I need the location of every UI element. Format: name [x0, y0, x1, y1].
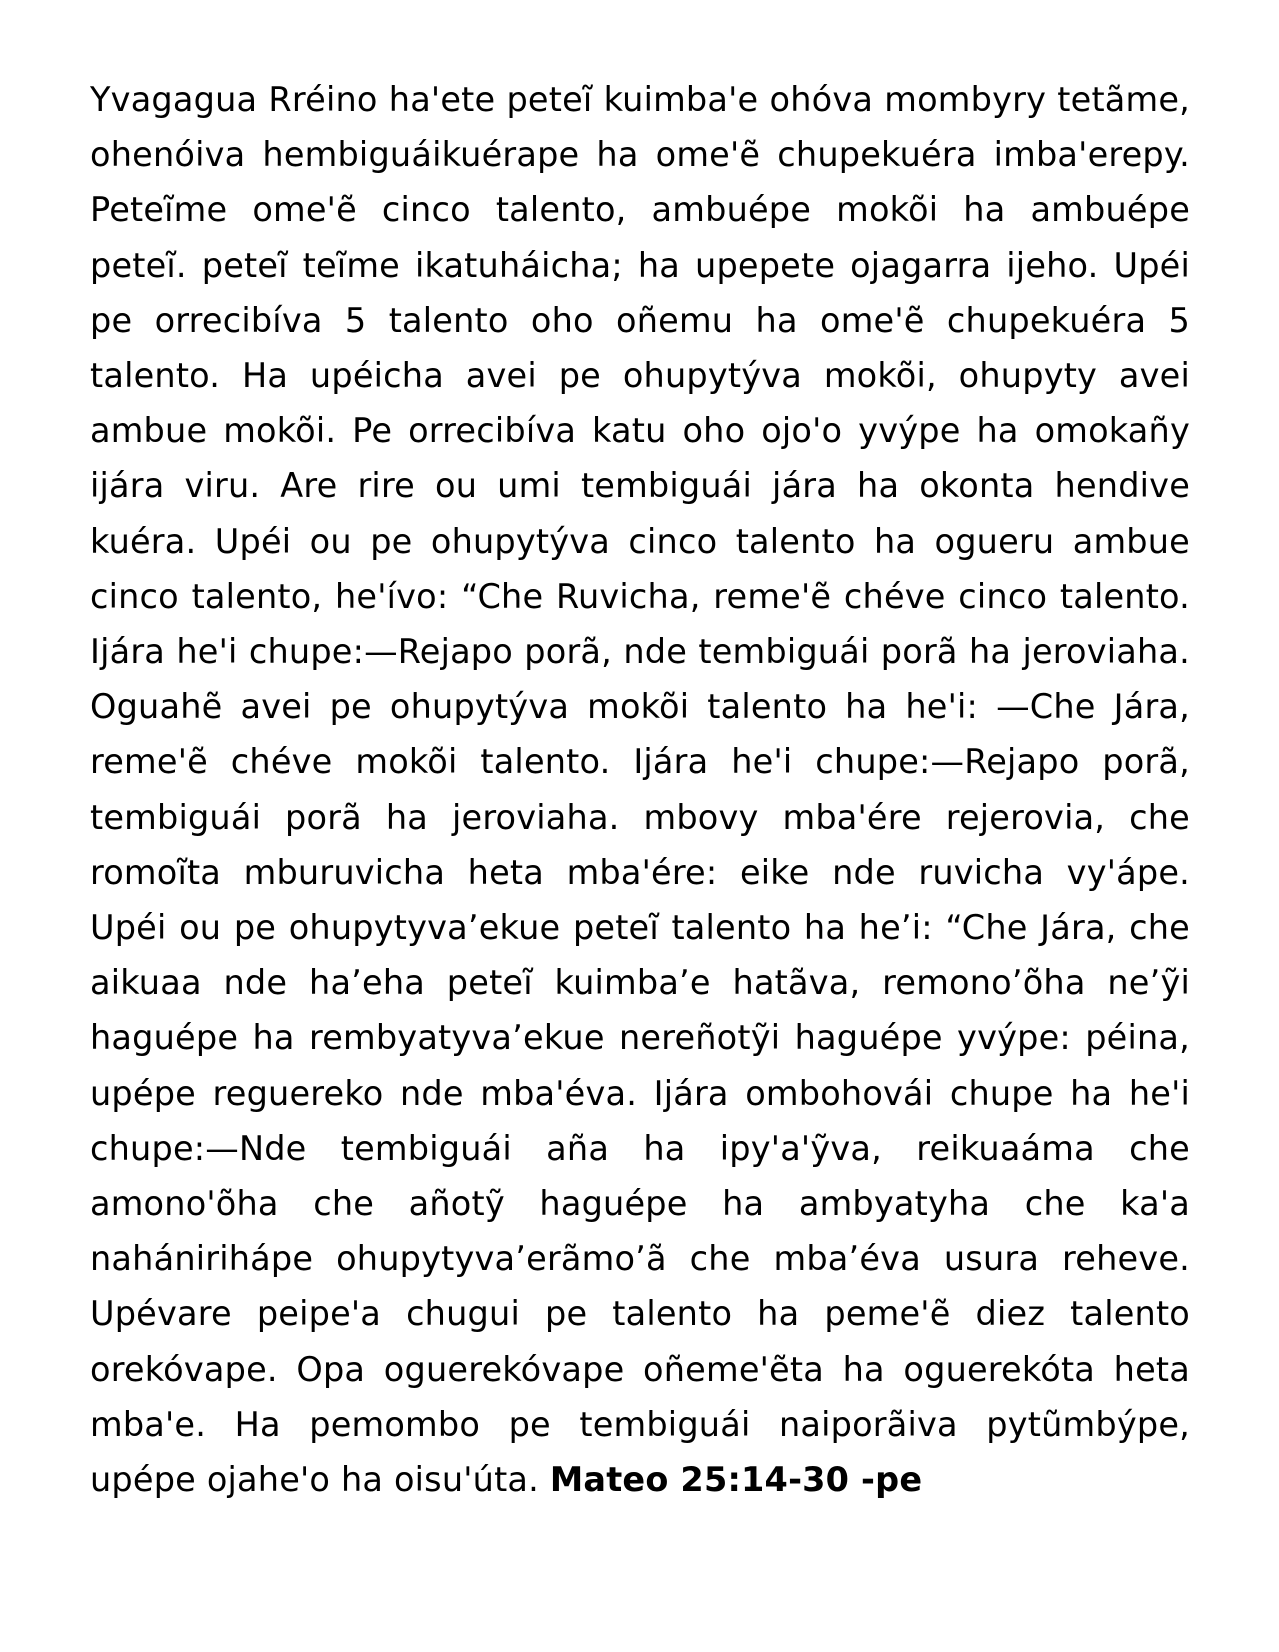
document-page [90, 72, 1190, 1507]
body-text: Yvagagua Rréino ha'ete peteĩ kuimba'e ohóva mombyry tetãme, ohenóiva hembiguáikuérape ha ome'ẽ chupekuéra imba'erepy. Peteĩme ome'ẽ cinco talento, ambuépe mokõi ha ambuépe peteĩ. peteĩ teĩme ikatuháicha; ha upepete ojagarra ijeho. Upéi pe orrecibíva 5 talento oho oñemu ha ome'ẽ chupekuéra 5 talento. Ha upéicha avei pe ohupytýva mokõi, ohupyty avei ambue mokõi. Pe orrecibíva katu oho ojo'o yvýpe ha omokañy ijára viru. Are rire ou umi tembiguái jára ha okonta hendive kuéra. Upéi ou pe ohupytýva cinco talento ha ogueru ambue cinco talento, he'ívo: “Che Ruvicha, reme'ẽ chéve cinco talento. Ijára he'i chupe:—Rejapo porã, nde tembiguái porã ha jeroviaha. Oguahẽ avei pe ohupytýva mokõi talento ha he'i: —Che Jára, reme'ẽ chéve mokõi talento. Ijára he'i chupe:—Rejapo porã, tembiguái porã ha jeroviaha. mbovy mba'ére rejerovia, che romoĩta mburuvicha heta mba'ére: eike nde ruvicha vy'ápe. Upéi ou pe ohupytyva’ekue peteĩ talento ha he’i: “Che Jára, che aikuaa nde ha’eha peteĩ kuimba’e hatãva, remono’õha ne’ỹi haguépe ha rembyatyva’ekue nereñotỹi haguépe yvýpe: péina, upépe reguereko nde mba'éva. Ijára ombohovái chupe ha he'i chupe:—Nde tembiguái aña ha ipy'a'ỹva, reikuaáma che amono'õha che añotỹ haguépe ha ambyatyha che ka'a nahániriháре ohupytyva’erãmo’ã che mba’éva usura reheve. Upévare peipe'a chugui pe talento ha peme'ẽ diez talento orekóvape. Opa oguerekóvape oñeme'ẽta ha oguerekóta heta mba'e. Ha pemombo pe tembiguái naiporãiva pytũmbýpe, upépe ojahe'o ha oisu'úta. [90, 80, 1190, 1500]
body-paragraph [90, 72, 1190, 1507]
bible-citation: Mateo 25:14-30 -pe [549, 1460, 923, 1500]
